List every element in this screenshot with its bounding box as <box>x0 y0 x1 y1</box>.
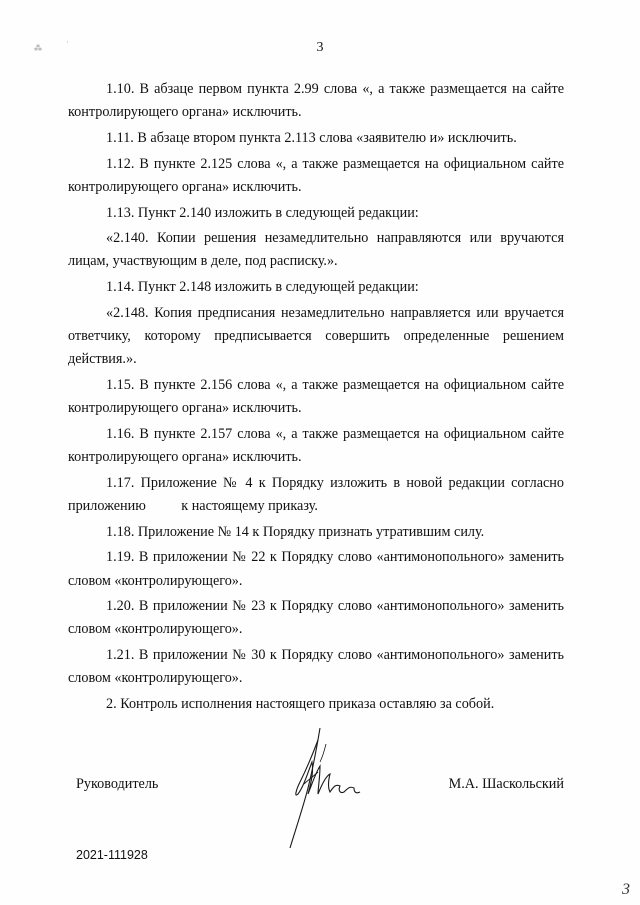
paragraph-1-16: 1.16. В пункте 2.157 слова «, а также размещается на официальном сайте контролирующего органа» исключить. <box>68 425 564 466</box>
corner-page-mark: 3 <box>622 881 630 898</box>
scan-speck: · <box>66 38 69 47</box>
paragraph-2: 2. Контроль исполнения настоящего приказа оставляю за собой. <box>106 696 495 713</box>
paragraph-1-12: 1.12. В пункте 2.125 слова «, а также размещается на официальном сайте контролирующего органа» исключить. <box>68 155 564 195</box>
document-number: 2021-111928 <box>76 848 148 862</box>
page-number: 3 <box>316 40 324 55</box>
paragraph-1-11: 1.11. В абзаце втором пункта 2.113 слова «заявителю и» исключить. <box>106 129 517 146</box>
paragraph-1-10: 1.10. В абзаце первом пункта 2.99 слова «, а также размещается на сайте контролирующего органа» исключить. <box>68 81 564 121</box>
paragraph-quote-2-148: «2.148. Копия предписания незамедлительно направляется или вручается ответчику, которому предписывается совершить определенные решением действия.». <box>68 304 564 368</box>
scan-speck: ⁂ <box>34 44 42 53</box>
paragraph-1-20: 1.20. В приложении № 23 к Порядку слово «антимонопольного» заменить словом «контролирующего». <box>68 598 564 638</box>
paragraph-1-19: 1.19. В приложении № 22 к Порядку слово «антимонопольного» заменить словом «контролирующего». <box>68 549 564 589</box>
paragraph-1-13: 1.13. Пункт 2.140 изложить в следующей редакции: <box>106 204 419 221</box>
signature-block <box>76 776 564 806</box>
paragraph-1-17: 1.17. Приложение № 4 к Порядку изложить в новой редакции согласно приложению к настоящему приказу. <box>68 474 568 514</box>
paragraph-1-21: 1.21. В приложении № 30 к Порядку слово «антимонопольного» заменить словом «контролирующего». <box>68 647 564 687</box>
document-body <box>68 78 568 719</box>
paragraph-1-18: 1.18. Приложение № 14 к Порядку признать утратившим силу. <box>106 523 485 540</box>
paragraph-1-15: 1.15. В пункте 2.156 слова «, а также размещается на официальном сайте контролирующего органа» исключить. <box>68 376 564 417</box>
paragraph-quote-2-140: «2.140. Копии решения незамедлительно направляются или вручаются лицам, участвующим в деле, под расписку.». <box>68 230 564 270</box>
signatory-title: Руководитель <box>76 776 159 792</box>
signatory-name: М.А. Шаскольский <box>448 776 564 792</box>
paragraph-1-14: 1.14. Пункт 2.148 изложить в следующей редакции: <box>106 279 419 296</box>
